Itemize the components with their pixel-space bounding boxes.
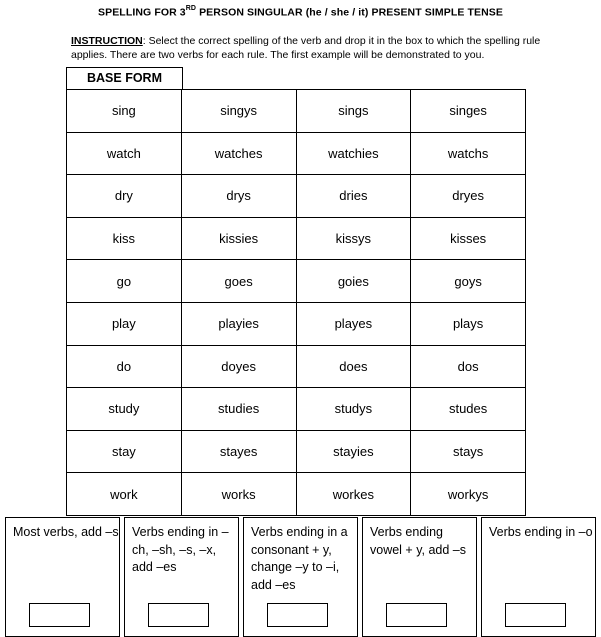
drop-target[interactable]	[29, 603, 90, 627]
instruction-text: : Select the correct spelling of the verb and drop it in the box to which the spelling rule applies. There are two verbs for each rule. The first example will be demonstrated to you.	[71, 35, 541, 61]
base-form-cell: kiss	[67, 217, 182, 260]
base-form-cell: go	[67, 260, 182, 303]
title-suffix: PERSON SINGULAR (he / she / it) PRESENT SIMPLE TENSE	[196, 6, 503, 19]
verb-option[interactable]: drys	[181, 175, 296, 218]
worksheet-title	[0, 6, 601, 19]
instruction-label: INSTRUCTION	[71, 35, 143, 47]
table-row	[67, 175, 526, 218]
table-row	[67, 473, 526, 516]
table-row	[67, 132, 526, 175]
verb-option[interactable]: stayes	[181, 430, 296, 473]
rule-label: Verbs ending in –ch, –sh, –s, –x, add –es	[132, 525, 229, 574]
rule-label: Verbs ending vowel + y, add –s	[370, 525, 467, 557]
drop-target[interactable]	[267, 603, 328, 627]
table-row	[67, 302, 526, 345]
table-row	[67, 217, 526, 260]
verb-option[interactable]: kissies	[181, 217, 296, 260]
verb-option[interactable]: doyes	[181, 345, 296, 388]
verb-option[interactable]: workys	[411, 473, 526, 516]
rule-label: Most verbs, add –s	[13, 525, 119, 539]
base-form-cell: stay	[67, 430, 182, 473]
verb-option[interactable]: watches	[181, 132, 296, 175]
verb-option[interactable]: stays	[411, 430, 526, 473]
verb-option[interactable]: dos	[411, 345, 526, 388]
rule-box-add-s	[5, 517, 120, 637]
drop-target[interactable]	[386, 603, 447, 627]
verb-option[interactable]: singys	[181, 90, 296, 133]
verb-option[interactable]: workes	[296, 473, 411, 516]
rule-box-add-es	[124, 517, 239, 637]
base-form-cell: dry	[67, 175, 182, 218]
verb-option[interactable]: singes	[411, 90, 526, 133]
verb-option[interactable]: stayies	[296, 430, 411, 473]
verb-option[interactable]: kissys	[296, 217, 411, 260]
verb-option[interactable]: watchs	[411, 132, 526, 175]
base-form-header: BASE FORM	[66, 67, 183, 89]
table-row	[67, 345, 526, 388]
table-row	[67, 430, 526, 473]
verb-option[interactable]: does	[296, 345, 411, 388]
table-row	[67, 260, 526, 303]
drop-target[interactable]	[505, 603, 566, 627]
verb-table	[66, 89, 526, 516]
rule-box-vowel-y	[362, 517, 477, 637]
instruction-paragraph	[71, 34, 541, 62]
base-form-cell: work	[67, 473, 182, 516]
verb-option[interactable]: playies	[181, 302, 296, 345]
rule-box-ending-o	[481, 517, 596, 637]
base-form-cell: sing	[67, 90, 182, 133]
base-form-cell: play	[67, 302, 182, 345]
verb-option[interactable]: plays	[411, 302, 526, 345]
table-row	[67, 388, 526, 431]
rule-label: Verbs ending in a consonant + y, change –y to –i, add –es	[251, 525, 348, 592]
verb-option[interactable]: goies	[296, 260, 411, 303]
title-superscript: RD	[185, 5, 197, 12]
verb-option[interactable]: studys	[296, 388, 411, 431]
verb-option[interactable]: studes	[411, 388, 526, 431]
verb-option[interactable]: dryes	[411, 175, 526, 218]
verb-option[interactable]: studies	[181, 388, 296, 431]
rule-label: Verbs ending in –o	[489, 525, 593, 539]
verb-option[interactable]: works	[181, 473, 296, 516]
verb-option[interactable]: goys	[411, 260, 526, 303]
title-prefix: SPELLING FOR 3	[98, 6, 186, 19]
base-form-cell: watch	[67, 132, 182, 175]
table-row	[67, 90, 526, 133]
drop-target[interactable]	[148, 603, 209, 627]
base-form-cell: study	[67, 388, 182, 431]
verb-option[interactable]: sings	[296, 90, 411, 133]
base-form-cell: do	[67, 345, 182, 388]
verb-option[interactable]: dries	[296, 175, 411, 218]
rule-box-consonant-y	[243, 517, 358, 637]
verb-option[interactable]: kisses	[411, 217, 526, 260]
verb-option[interactable]: goes	[181, 260, 296, 303]
verb-option[interactable]: playes	[296, 302, 411, 345]
verb-option[interactable]: watchies	[296, 132, 411, 175]
